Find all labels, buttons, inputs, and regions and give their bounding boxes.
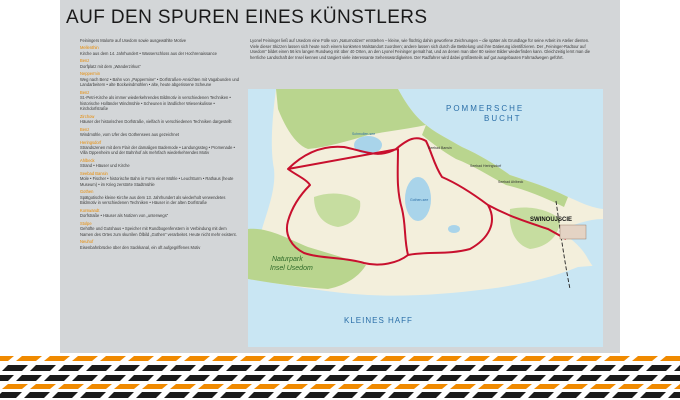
decorative-stripes xyxy=(0,353,680,400)
map-label-seebad-heringsdorf: Seebad Heringsdorf xyxy=(470,164,502,168)
legend-description: Mole • Fischer • historische Bahn in Form einer Mühle • Leuchtturm • Rathaus (heute Museum) • im Krieg zerstörte Stadtmühle xyxy=(80,176,234,187)
legend-place: Korswandt xyxy=(80,207,100,213)
map-label-bucht: BUCHT xyxy=(484,114,522,123)
legend-entry xyxy=(80,158,240,169)
legend-description: Weg nach Benz • Bahn von „Pappermine“ • Dorfstraßen-Ansichten mit Vagabunden und Landarbeitern • alte Bockwindmühlen • alte, heute abgerissene Scheune xyxy=(80,76,240,88)
page-title: AUF DEN SPUREN EINES KÜNSTLERS xyxy=(66,7,428,28)
legend-place: Benz xyxy=(80,126,90,132)
legend-entry xyxy=(80,208,240,219)
map-city-swinoujscie xyxy=(560,225,586,239)
legend-entry xyxy=(80,239,240,250)
legend-place: Heringsdorf xyxy=(80,139,102,145)
legend-entry xyxy=(80,45,240,56)
map-label-naturpark: Naturpark xyxy=(272,256,303,263)
legend-intro: Feiningers Malorte auf Usedom sowie ausgewählte Motive xyxy=(80,38,187,43)
legend-entry xyxy=(80,140,240,156)
legend-description: Dorfplatz mit dem „Wanderzirkus“ xyxy=(80,63,141,69)
map-label-pommersche: POMMERSCHE xyxy=(446,104,525,113)
intro-paragraph: Lyonel Feininger ließ auf Usedom eine Fülle von „Naturnotizen“ entstehen – kleine, wie flüchtig dahin geworfene Zeichnungen – die später als Grundlage für seine Arbeit im Atelier dienten. Viele dieser Skizzen lassen sich heute noch einem konkreten Malstandort zuordnen; andere lassen sich durch die Betitelung und ihre Datierung identifizieren. Der „Feininger-Radtour auf Usedom“ bildet einen 56 km langen Rundweg mit über 40 Orten, an den Lyonel Feininger gemalt hat, und an denen man über 80 seiner Bilder wiederfinden kann. Gleichzeitig lernt man die herrliche Landschaft der Insel kennen und tangiert viele interessante Sehenswürdigkeiten. Der Radfahrer wird dabei größtenteils auf gut ausgebauten Fahrradwegen geführt. xyxy=(250,38,591,61)
legend-entries xyxy=(80,45,240,250)
legend-entry xyxy=(80,189,240,205)
legend-description: Eisenbahnbrücke über den Sackkanal, ein oft aufgegriffenes Motiv xyxy=(80,244,201,250)
legend-description: Strand • Häuser und Kirche xyxy=(80,163,130,169)
legend-place: Ahlbeck xyxy=(80,158,95,164)
legend-column xyxy=(80,38,240,252)
legend-place: Neppermin xyxy=(80,71,101,77)
route-map xyxy=(248,89,603,347)
map-label-gothensee: Gothen-see xyxy=(410,198,429,202)
map-label-swinoujscie: SWINOUJSCIE xyxy=(530,217,573,223)
legend-description: St.-Petri-Kirche als immer wiederkehrendes Bildmotiv in verschiedenen Techniken • historische Holländer Windmühle • Scheunen in ländlicher Wiesenkulisse • Kirchdorfstraße xyxy=(80,95,231,112)
legend-place: Benz xyxy=(80,58,90,64)
map-label-seebad-bansin: Seebad Bansin xyxy=(428,146,452,150)
map-label-schmollensee: Schmollen-see xyxy=(352,132,376,136)
map-label-kleines-haff: KLEINES HAFF xyxy=(344,316,413,325)
legend-place: Zirchow xyxy=(80,113,95,119)
legend-description: Gehöfte und Gutshaus • Speicher mit Rundbogenfenstern in Verbindung mit dem Namen des Ortes zum skurrilen Ölbild „Gothen“ verarbeitet. Heute nicht mehr existent. xyxy=(80,226,237,237)
legend-place: Seebad Bansin xyxy=(80,171,108,177)
map-label-insel-usedom: Insel Usedom xyxy=(270,265,313,272)
legend-entry xyxy=(80,221,240,237)
legend-description: Dorfstraße • Häuser als Notizen von „unterwegs“ xyxy=(80,213,169,219)
legend-description: Spätgotische kleine Kirche aus dem 13. Jahrhundert als wiederholt verwendetes Bildmotiv in verschiedenen Techniken • Häuser in der alten Dorfstraße xyxy=(80,194,226,206)
legend-description: Windmühle, vom Ufer des Gothensees aus gezeichnet xyxy=(80,132,179,138)
legend-entry xyxy=(80,58,240,69)
legend-entry xyxy=(80,71,240,87)
legend-place: Stolpe xyxy=(80,220,92,226)
map-label-seebad-ahlbeck: Seebad Ahlbeck xyxy=(498,180,524,184)
legend-description: Häuser der historischen Dorfstraße, vielfach in verschiedenen Techniken dargestellt xyxy=(80,119,232,125)
legend-description: Kirche aus dem 14. Jahrhundert • Wasserschloss aus der Hochrenaissance xyxy=(80,50,217,56)
legend-entry xyxy=(80,171,240,187)
legend-entry xyxy=(80,127,240,138)
legend-place: Neuhof xyxy=(80,239,94,245)
legend-entry xyxy=(80,114,240,125)
legend-entry xyxy=(80,90,240,112)
legend-place: Benz xyxy=(80,89,90,95)
legend-place: Gothen xyxy=(80,189,94,195)
legend-description: Strandszenen mit dem Flair der damaligen Bademode • Landungssteg • Promenade • Villa Oppenheim und der Bahnhof als mehrfach wiederkehrendes Motiv xyxy=(80,145,235,156)
legend-place: Mellenthin xyxy=(80,45,99,51)
map-lake-small xyxy=(448,225,460,233)
